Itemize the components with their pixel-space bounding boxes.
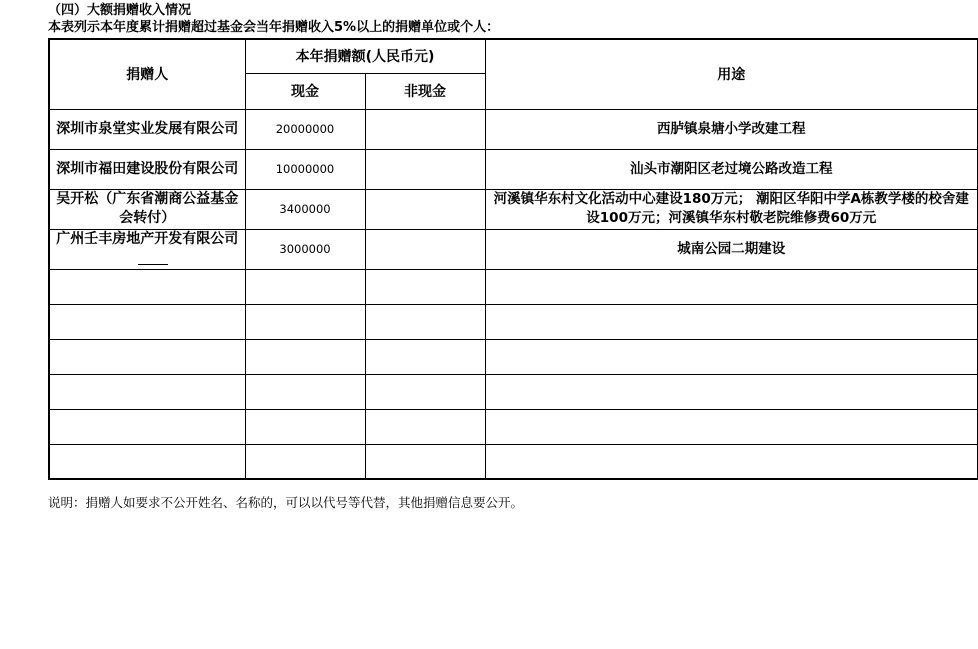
empty-cell: [485, 409, 978, 444]
header-donor: 捐赠人: [49, 39, 245, 109]
empty-row: [49, 409, 978, 444]
blank-underline: [138, 252, 168, 265]
empty-cell: [485, 374, 978, 409]
donor-cell: 深圳市福田建设股份有限公司: [49, 149, 245, 189]
empty-cell: [485, 444, 978, 479]
cash-cell: 3400000: [245, 189, 365, 229]
empty-row: [49, 339, 978, 374]
header-non-cash: 非现金: [365, 73, 485, 109]
empty-cell: [49, 339, 245, 374]
section-intro: 本表列示本年度累计捐赠超过基金会当年捐赠收入5%以上的捐赠单位或个人：: [48, 20, 500, 35]
empty-cell: [365, 409, 485, 444]
empty-row: [49, 269, 978, 304]
empty-cell: [485, 339, 978, 374]
non-cash-cell: [365, 189, 485, 229]
table-row: [49, 109, 978, 149]
table-header-row: [49, 39, 978, 73]
header-usage: 用途: [485, 39, 978, 109]
donor-cell: [49, 229, 245, 269]
empty-cell: [49, 444, 245, 479]
donor-name: 广州壬丰房地产开发有限公司: [56, 231, 239, 247]
empty-cell: [245, 409, 365, 444]
donor-cell: 吴开松（广东省潮商公益基金会转付）: [49, 189, 245, 229]
empty-cell: [365, 374, 485, 409]
empty-cell: [49, 374, 245, 409]
empty-cell: [49, 269, 245, 304]
table-row: [49, 189, 978, 229]
header-amount-group: 本年捐赠额(人民币元): [245, 39, 485, 73]
cash-cell: 20000000: [245, 109, 365, 149]
usage-cell: 城南公园二期建设: [485, 229, 978, 269]
empty-row: [49, 304, 978, 339]
empty-cell: [245, 339, 365, 374]
empty-cell: [365, 339, 485, 374]
empty-cell: [49, 409, 245, 444]
donation-table: [48, 38, 978, 480]
table-row: [49, 229, 978, 269]
empty-cell: [365, 304, 485, 339]
section-title: （四）大额捐赠收入情况: [48, 3, 192, 18]
table-row: [49, 149, 978, 189]
cash-cell: 3000000: [245, 229, 365, 269]
empty-row: [49, 374, 978, 409]
footnote: 说明：捐赠人如要求不公开姓名、名称的，可以以代号等代替，其他捐赠信息要公开。: [48, 495, 524, 510]
empty-cell: [245, 444, 365, 479]
empty-cell: [485, 304, 978, 339]
empty-cell: [485, 269, 978, 304]
usage-cell: 河溪镇华东村文化活动中心建设180万元； 潮阳区华阳中学A栋教学楼的校舍建设100万元；河溪镇华东村敬老院维修费60万元: [485, 189, 978, 229]
non-cash-cell: [365, 229, 485, 269]
non-cash-cell: [365, 149, 485, 189]
empty-cell: [365, 444, 485, 479]
non-cash-cell: [365, 109, 485, 149]
empty-cell: [365, 269, 485, 304]
empty-row: [49, 444, 978, 479]
header-cash: 现金: [245, 73, 365, 109]
empty-cell: [245, 269, 365, 304]
cash-cell: 10000000: [245, 149, 365, 189]
empty-cell: [245, 304, 365, 339]
empty-cell: [49, 304, 245, 339]
donor-cell: 深圳市泉堂实业发展有限公司: [49, 109, 245, 149]
empty-cell: [245, 374, 365, 409]
usage-cell: 西胪镇泉塘小学改建工程: [485, 109, 978, 149]
usage-cell: 汕头市潮阳区老过境公路改造工程: [485, 149, 978, 189]
